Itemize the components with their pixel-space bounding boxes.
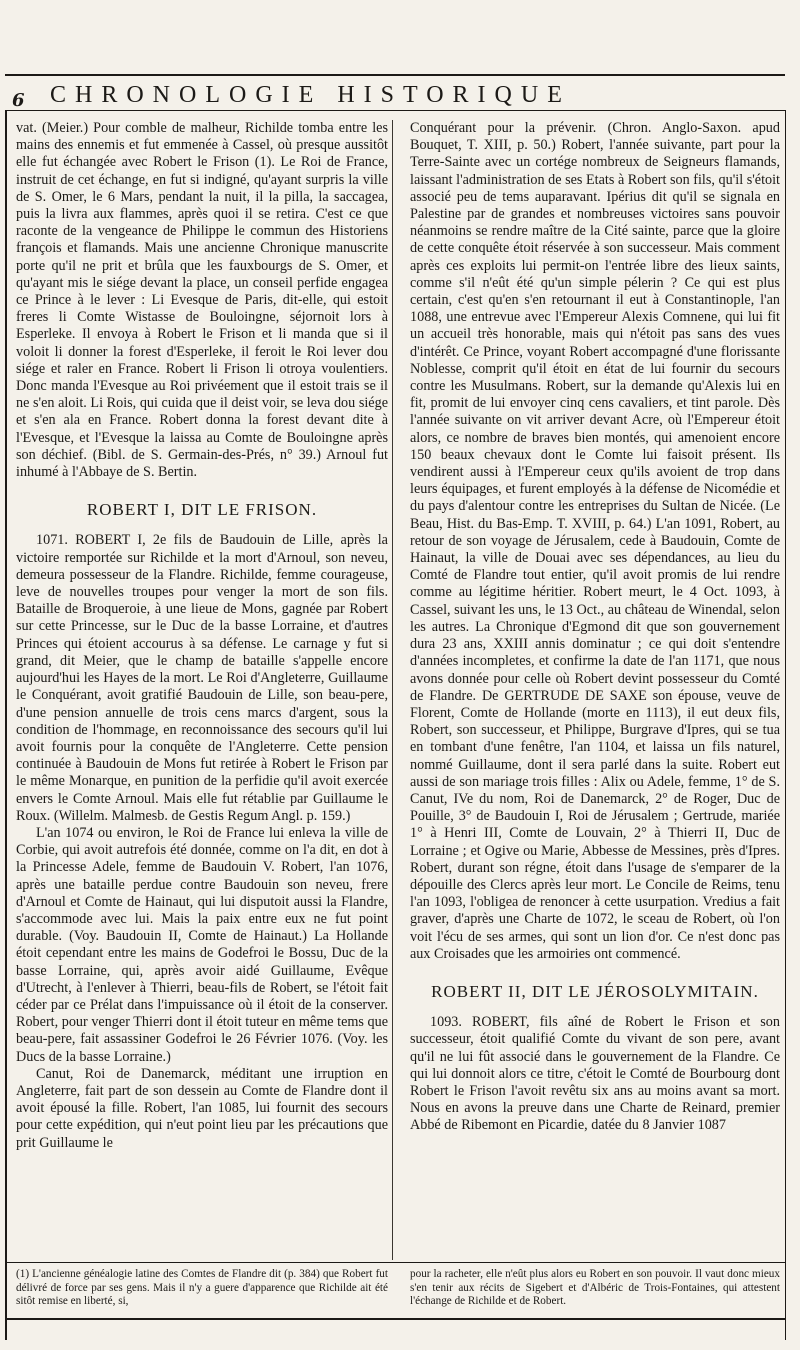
paragraph: L'an 1074 ou environ, le Roi de France lui enleva la ville de Corbie, qui avoit autrefois été donnée, comme on l'a dit, en dot à la Princesse Adele, femme de Baudouin V. Robert, l'an 1076, après une bataille perdue contre Baudouin son neveu, frere d'Arnoul et Comte de Hainaut, qui lui disputoit aussi la Flandre, s'accommode avec lui. Mais la paix entre eux ne fut point durable. (Voy. Baudouin II, Comte de Hainaut.) La Hollande étoit cependant entre les mains de Godefroi le Bossu, Duc de la basse Lorraine, qui, après avoir aidé Guillaume, Evêque d'Utrecht, à l'enlever à Thierri, beau-fils de Robert, se l'étoit fait céder par ce Prélat dans l'impuissance où il étoit de la conserver. Robert, pour venger Thierri dont il étoit tuteur en même tems que beau-pere, fait assassiner Godefroi le 26 Février 1076. (Voy. les Ducs de la basse Lorraine.) — [16, 824, 388, 1065]
footnote-left: (1) L'ancienne généalogie latine des Comtes de Flandre dit (p. 384) que Robert fut délivré de force par ses gens. Mais il n'y a guere d'apparence que Richilde ait été sitôt remise en liberté, si, — [16, 1268, 388, 1307]
paragraph: 1093. ROBERT, fils aîné de Robert le Frison et son successeur, étoit qualifié Comte du vivant de son pere, avant qu'il ne lui fût associé dans le gouvernement de la Flandre. Ce qui lui donnoit alors ce titre, c'étoit le Comté de Bourbourg dont Robert le Frison l'avoit revêtu six ans au moins avant sa mort. Nous en avons la preuve dans une Charte de Reinard, premier Abbé de Ribemont en Picardie, datée du 8 Janvier 1087 — [410, 1014, 780, 1134]
section-heading: ROBERT II, DIT LE JÉROSOLYMITAIN. — [431, 981, 759, 1001]
page-number: 6 — [12, 90, 25, 111]
bottom-rule — [5, 1318, 785, 1320]
running-title: CHRONOLOGIE HISTORIQUE — [50, 82, 571, 108]
right-border — [785, 110, 786, 1340]
section-heading: ROBERT I, DIT LE FRISON. — [86, 500, 318, 520]
footnote-rule — [5, 1262, 785, 1263]
top-rule — [5, 74, 785, 76]
paragraph: Conquérant pour la prévenir. (Chron. Anglo-Saxon. apud Bouquet, T. XIII, p. 50.) Robert, l'année suivante, part pour la Terre-Sainte avec un cortége nombreux de Seigneurs flamands, laissant l'administration de ses Etats à Robert son fils, qu'il s'étoit associé peu de tems auparavant. Ipérius dit qu'il se signala en Palestine par de grandes et nombreuses victoires sans pouvoir néanmoins se rendre maître de la Cité sainte, parce que la gloire de cette conquête étoit réservée à son successeur. Mais comment après ces exploits lui permit-on l'entrée libre des lieux saints, comme s'il n'eût été qu'un simple pélerin ? Ce qui est plus certain, c'est qu'en s'en retournant il eut à Constantinople, l'an 1088, une entrevue avec l'Empereur Alexis Comnene, qui lui fit un accueil très honorable, mais qui n'étoit pas sans des vues d'intérêt. Ce Prince, voyant Robert accompagné d'une florissante Noblesse, comprit qu'il étoit en état de lui fournir du secours contre les Musulmans. Robert, sur la demande qu'Alexis lui en fit, promit de lui envoyer cinq cens cavaliers, et tint parole. Dès l'année suivante on vit arriver devant Acre, où l'Empereur étoit alors, ce nombre de braves bien montés, qui amenoient encore 150 beaux chevaux dont le Comte lui faisoit présent. Ils vendirent aussi à l'Empereur ceux qu'ils avoient de trop dans leurs équipages, et furent employés à la défense de Nicomédie et du pays d'alentour contre les entreprises du Sultan de Nicée. (Le Beau, Hist. du Bas-Emp. T. XVIII, p. 64.) L'an 1091, Robert, au retour de son voyage de Jérusalem, cede à Baudouin, Comte de Hainaut, la ville de Douai avec ses dépendances, au lieu du Comté de Flandre tout entier, qu'il avoit promis de lui rendre comme au légitime héritier. Robert meurt, le 4 Oct. 1093, à Cassel, suivant les uns, le 13 Oct., au château de Winendal, selon les autres. La Chronique d'Egmond dit que son gouvernement dura 23 ans, XXIII annis dominatur ; ce qui doit s'entendre d'années incompletes, et confirme la date de l'an 1171, que nous avons donnée pour celle où Robert devint possesseur du Comté de Flandre. De GERTRUDE DE SAXE son épouse, veuve de Florent, Comte de Hollande (morte en 1113), il eut deux fils, Robert, son successeur, et Philippe, Burgrave d'Ipres, qui se tua en tombant d'une fenêtre, l'an 1104, et laissa un fils naturel, nommé Guillaume, dont il sera parlé dans la suite. Robert eut aussi de son mariage trois filles : Alix ou Adele, femme, 1° de S. Canut, IVe du nom, Roi de Danemarck, 2° de Roger, Duc de Pouille, 3° de Baudouin I, Roi de Jérusalem ; Gertrude, mariée 1° à Henri III, Comte de Louvain, 2° à Thierri II, Duc de Lorraine ; et Ogive ou Marie, Abbesse de Messines, près d'Ipres. Robert, durant son régne, étoit dans l'usage de s'emparer de la dépouille des Clercs après leur mort. Le Concile de Reims, tenu l'an 1093, l'obligea de renoncer à cette usurpation. Vredius a fait graver, d'après une Charte de 1072, le sceau de Robert, où l'on voit l'écu de ses armes, qui sont un lion d'or. Ce n'est donc pas aux Croisades que les armoiries ont commencé. — [410, 120, 780, 962]
paragraph: Canut, Roi de Danemarck, méditant une irruption en Angleterre, fait part de son dessein au Comte de Flandre dont il avoit épousé la fille. Robert, l'an 1085, lui fournit des secours pour cette expédition, qui n'eut point lieu par les précautions que prit Guillaume le — [16, 1065, 388, 1151]
footnote-right: pour la racheter, elle n'eût plus alors eu Robert en son pouvoir. Il vaut donc mieux s'en tenir aux récits de Sigebert et d'Albéric de Trois-Fontaines, qui attestent l'échange de Richilde et de Robert. — [410, 1268, 780, 1307]
left-column — [16, 120, 388, 1152]
header-rule — [5, 110, 785, 111]
paragraph: 1071. ROBERT I, 2e fils de Baudouin de Lille, après la victoire remportée sur Richilde et la mort d'Arnoul, son neveu, demeura possesseur de la Flandre. Richilde, femme courageuse, leve de nouvelles troupes pour venger la mort de son fils. Bataille de Broqueroie, à une lieue de Mons, gagnée par Robert sur cette Princesse, sur le Duc de la basse Lorraine, et d'autres Princes qui étoient accourus à sa défense. Le carnage y fut si grand, dit Meier, que le champ de bataille s'appelle encore aujourd'hui les Hayes de la mort. Le Roi d'Angleterre, Guillaume le Conquérant, avoit gratifié Baudouin de Lille, son beau-pere, d'une pension annuelle de trois cens marcs d'argent, sous la condition de l'hommage, en reconnoissance des secours qu'il lui avoit fournis pour la conquête de l'Angleterre. Cette pension continuée à Baudouin de Mons fut retirée à Robert le Frison par le même Monarque, en punition de la perfidie qu'il avoit exercée envers le Comte Arnoul. Mais elle fut rétablie par Guillaume le Roux. (Willelm. Malmesb. de Gestis Regum Angl. p. 159.) — [16, 532, 388, 824]
left-border — [5, 110, 7, 1340]
column-divider — [392, 120, 393, 1260]
paragraph: vat. (Meier.) Pour comble de malheur, Richilde tomba entre les mains des ennemis et fut emmenée à Cassel, où presque aussitôt elle fut échangée avec Robert le Frison (1). Le Roi de France, instruit de cet échange, en fut si indigné, qu'ayant surpris la ville de S. Omer, le 6 Mars, pendant la nuit, il la pilla, la saccagea, puis la livra aux flammes, après quoi il se retira. C'est ce que raconte de la vengeance de Philippe le commun des Historiens françois et flamands. Mais une ancienne Chronique manuscrite porte qu'il ne prit et brûla que les fauxbourgs de S. Omer, et qu'ayant mis le siége devant la place, un conseil perfide engagea ce Prince à le lever : Li Evesque de Paris, dit-elle, qui estoit freres li Comte Wistasse de Bouloingne, séjornoit lors à Esperleke. Il envoya à Robert le Frison et li manda que si il voloit li donner la forest d'Esperleke, il feroit le Roi lever dou siége et raler en France. Robert li Frison li otroya voulentiers. Donc manda l'Evesque au Roi privéement que il estoit trais se il ne s'en aloit. Li Rois, qui cuida que il deist voir, se leva dou siége et s'en ala en France. Robert donna la forest devant dite à l'Evesque, et l'Evesque la laissa au Comte de Bouloingne après son déchief. (Bibl. de S. Germain-des-Prés, n° 39.) Arnoul fut inhumé à l'Abbaye de S. Bertin. — [16, 120, 388, 481]
right-column — [410, 120, 780, 1135]
